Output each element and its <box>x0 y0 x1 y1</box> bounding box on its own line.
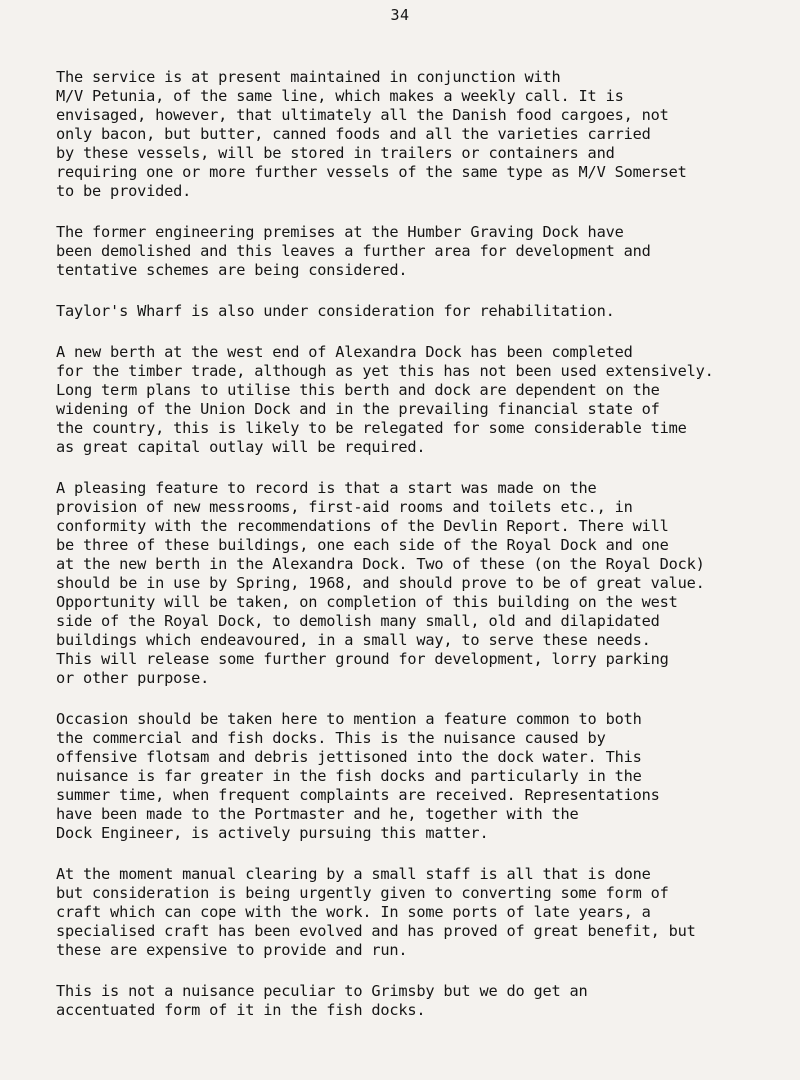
text-line: to be provided. <box>56 182 192 200</box>
text-line: but consideration is being urgently given to converting some form of <box>56 884 669 902</box>
text-line: as great capital outlay will be required. <box>56 438 426 456</box>
text-line: A pleasing feature to record is that a start was made on the <box>56 479 597 497</box>
text-line: been demolished and this leaves a further area for development and <box>56 242 651 260</box>
text-line: The service is at present maintained in conjunction with <box>56 68 561 86</box>
text-line: This will release some further ground for development, lorry parking <box>56 650 669 668</box>
paragraph <box>56 865 792 960</box>
text-line: by these vessels, will be stored in trailers or containers and <box>56 144 615 162</box>
text-line: M/V Petunia, of the same line, which makes a weekly call. It is <box>56 87 624 105</box>
text-line: Taylor's Wharf is also under consideration for rehabilitation. <box>56 302 615 320</box>
text-line: accentuated form of it in the fish docks. <box>56 1001 426 1019</box>
text-line: At the moment manual clearing by a small staff is all that is done <box>56 865 651 883</box>
text-line: widening of the Union Dock and in the prevailing financial state of <box>56 400 660 418</box>
text-line: the country, this is likely to be relegated for some considerable time <box>56 419 687 437</box>
text-line: should be in use by Spring, 1968, and should prove to be of great value. <box>56 574 705 592</box>
text-line: have been made to the Portmaster and he, together with the <box>56 805 579 823</box>
text-line: the commercial and fish docks. This is the nuisance caused by <box>56 729 606 747</box>
text-line: or other purpose. <box>56 669 210 687</box>
text-line: offensive flotsam and debris jettisoned into the dock water. This <box>56 748 642 766</box>
text-line: side of the Royal Dock, to demolish many small, old and dilapidated <box>56 612 660 630</box>
paragraph <box>56 479 792 688</box>
text-line: requiring one or more further vessels of the same type as M/V Somerset <box>56 163 687 181</box>
text-line: for the timber trade, although as yet this has not been used extensively. <box>56 362 714 380</box>
text-line: conformity with the recommendations of the Devlin Report. There will <box>56 517 669 535</box>
text-line: summer time, when frequent complaints are received. Representations <box>56 786 660 804</box>
page-number: 34 <box>390 6 410 24</box>
paragraph <box>56 68 792 201</box>
paragraph <box>56 343 792 457</box>
text-line: envisaged, however, that ultimately all the Danish food cargoes, not <box>56 106 669 124</box>
paragraph <box>56 302 792 321</box>
text-line: at the new berth in the Alexandra Dock. Two of these (on the Royal Dock) <box>56 555 705 573</box>
paragraph <box>56 223 792 280</box>
text-line: The former engineering premises at the Humber Graving Dock have <box>56 223 624 241</box>
paragraph <box>56 710 792 843</box>
text-line: these are expensive to provide and run. <box>56 941 408 959</box>
text-line: buildings which endeavoured, in a small way, to serve these needs. <box>56 631 651 649</box>
text-line: tentative schemes are being considered. <box>56 261 408 279</box>
text-line: provision of new messrooms, first-aid rooms and toilets etc., in <box>56 498 633 516</box>
paragraph <box>56 982 792 1020</box>
text-line: be three of these buildings, one each side of the Royal Dock and one <box>56 536 669 554</box>
text-line: This is not a nuisance peculiar to Grimsby but we do get an <box>56 982 588 1000</box>
text-line: craft which can cope with the work. In some ports of late years, a <box>56 903 651 921</box>
text-line: specialised craft has been evolved and has proved of great benefit, but <box>56 922 696 940</box>
text-line: nuisance is far greater in the fish docks and particularly in the <box>56 767 642 785</box>
text-line: only bacon, but butter, canned foods and all the varieties carried <box>56 125 651 143</box>
text-line: Opportunity will be taken, on completion of this building on the west <box>56 593 678 611</box>
text-line: A new berth at the west end of Alexandra Dock has been completed <box>56 343 633 361</box>
text-line: Occasion should be taken here to mention a feature common to both <box>56 710 642 728</box>
text-line: Dock Engineer, is actively pursuing this matter. <box>56 824 489 842</box>
body-text <box>56 68 792 1042</box>
text-line: Long term plans to utilise this berth and dock are dependent on the <box>56 381 660 399</box>
